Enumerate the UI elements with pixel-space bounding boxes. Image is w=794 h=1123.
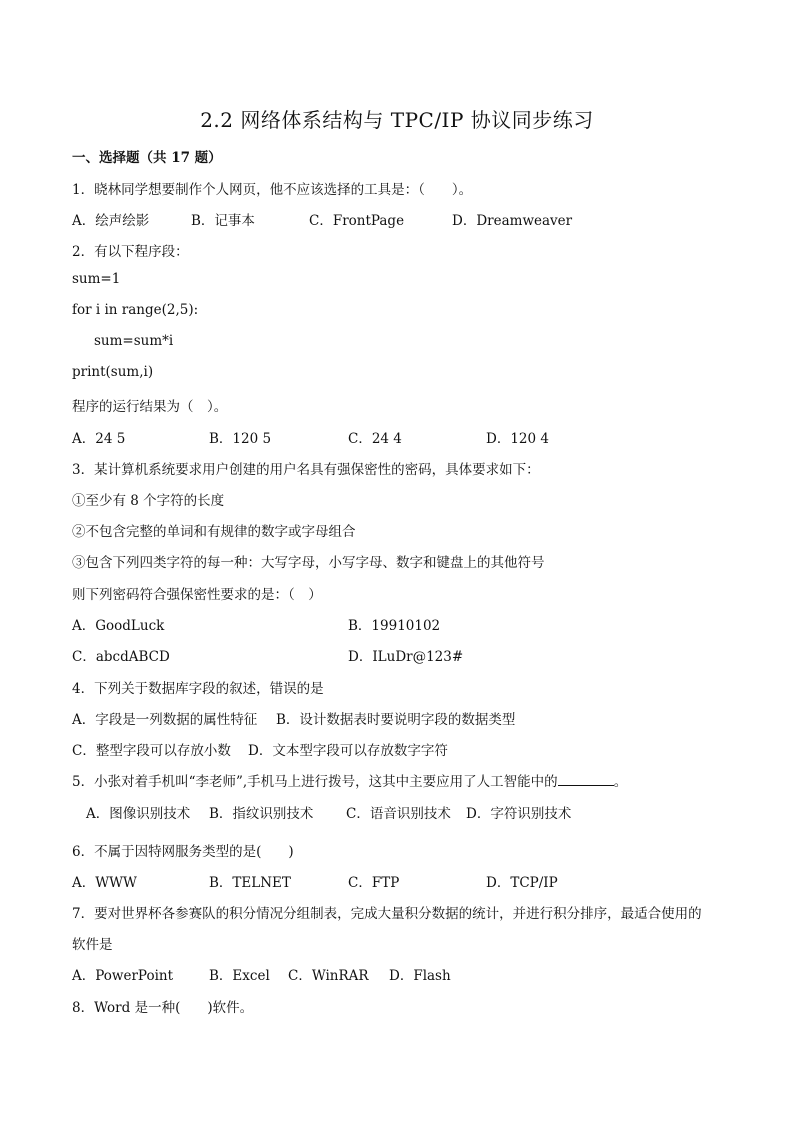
question-6-option-c: C．FTP — [348, 875, 400, 891]
page-title: 2.2 网络体系结构与 TPC/IP 协议同步练习 — [200, 108, 594, 132]
question-2-option-c: C．24 4 — [348, 431, 402, 447]
question-1-option-a: A．绘声绘影 — [72, 213, 150, 229]
question-5-stem-text: 5．小张对着手机叫“李老师”,手机马上进行拨号，这其中主要应用了人工智能中的 — [72, 774, 558, 790]
question-4-option-d: D．文本型字段可以存放数字字符 — [248, 743, 448, 759]
question-3-stem: 3．某计算机系统要求用户创建的用户名具有强保密性的密码，具体要求如下： — [72, 462, 540, 478]
question-5-stem-end: 。 — [613, 774, 628, 790]
question-7-option-c: C．WinRAR — [288, 968, 369, 984]
question-7-option-a: A．PowerPoint — [72, 968, 174, 984]
code-line: for i in range(2,5): — [72, 302, 199, 318]
question-4-option-b: B．设计数据表时要说明字段的数据类型 — [276, 712, 516, 728]
question-6-option-d: D．TCP/IP — [486, 875, 558, 891]
question-5-option-c: C．语音识别技术 — [346, 806, 451, 822]
question-4-stem: 4．下列关于数据库字段的叙述，错误的是 — [72, 681, 324, 697]
question-7-option-b: B．Excel — [209, 968, 270, 984]
code-line: sum=1 — [72, 271, 121, 287]
requirement-item: ③包含下列四类字符的每一种：大写字母，小写字母、数字和键盘上的其他符号 — [72, 555, 545, 571]
question-5-option-d: D．字符识别技术 — [466, 806, 572, 822]
question-7-option-d: D．Flash — [389, 968, 451, 984]
code-line: sum=sum*i — [94, 333, 174, 349]
question-1-stem: 1．晓林同学想要制作个人网页，他不应该选择的工具是：（ ）。 — [72, 182, 473, 198]
question-1-option-b: B．记事本 — [191, 213, 255, 229]
question-6-stem: 6．不属于因特网服务类型的是( ) — [72, 844, 294, 860]
question-4-option-c: C．整型字段可以存放小数 — [72, 743, 231, 759]
question-1-option-d: D．Dreamweaver — [452, 213, 573, 229]
question-5-option-a: A．图像识别技术 — [86, 806, 191, 822]
question-3-option-a: A．GoodLuck — [72, 618, 165, 634]
question-5-stem — [72, 770, 627, 790]
requirement-item: ①至少有 8 个字符的长度 — [72, 493, 225, 509]
question-5-option-b: B．指纹识别技术 — [209, 806, 314, 822]
question-1-option-c: C．FrontPage — [309, 213, 405, 229]
requirement-item: ②不包含完整的单词和有规律的数字或字母组合 — [72, 524, 356, 540]
question-7-stem-cont: 软件是 — [72, 937, 113, 953]
question-2-option-d: D．120 4 — [486, 431, 549, 447]
code-line: print(sum,i) — [72, 364, 154, 380]
question-7-stem: 7．要对世界杯各参赛队的积分情况分组制表，完成大量积分数据的统计，并进行积分排序，最适合使用的 — [72, 906, 702, 922]
question-3-option-d: D．ILuDr@123# — [348, 649, 464, 665]
question-6-option-a: A．WWW — [72, 875, 137, 891]
answer-blank — [558, 773, 614, 786]
question-2-option-b: B．120 5 — [209, 431, 272, 447]
question-2-prompt: 程序的运行结果为（ ）。 — [72, 399, 228, 415]
question-3-option-c: C．abcdABCD — [72, 649, 170, 665]
question-6-option-b: B．TELNET — [209, 875, 291, 891]
question-2-stem: 2．有以下程序段： — [72, 244, 189, 260]
section-heading: 一、选择题（共 17 题） — [72, 150, 222, 166]
question-4-option-a: A．字段是一列数据的属性特征 — [72, 712, 258, 728]
question-3-prompt: 则下列密码符合强保密性要求的是：（ ） — [72, 587, 322, 603]
question-2-option-a: A．24 5 — [72, 431, 126, 447]
question-3-option-b: B．19910102 — [348, 618, 441, 634]
question-8-stem: 8．Word 是一种( )软件。 — [72, 1000, 254, 1016]
